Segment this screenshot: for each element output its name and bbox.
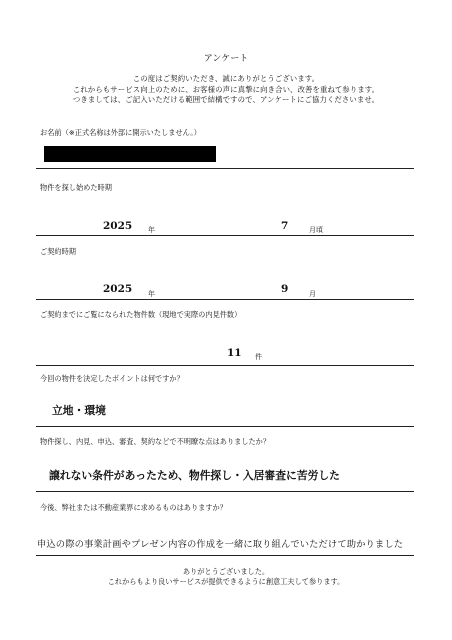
search-start-label: 物件を探し始めた時期 — [40, 183, 112, 192]
contract-year: 2025 — [103, 283, 133, 295]
difficulties-field-line — [36, 491, 414, 492]
search-start-year-unit: 年 — [148, 226, 155, 234]
difficulties-answer: 譲れない条件があったため、物件探し・入居審査に苦労した — [49, 469, 340, 482]
deciding-point-field-line — [36, 426, 414, 427]
search-start-field-line — [36, 235, 414, 236]
requests-field-line — [36, 555, 414, 556]
viewings-unit: 件 — [255, 353, 262, 361]
contract-month: 9 — [281, 283, 289, 295]
intro-line: つきましては、ご記入いただける範囲で結構ですので、アンケートにご協力くださいませ。 — [72, 95, 380, 104]
contract-date-label: ご契約時期 — [40, 247, 76, 256]
difficulties-label: 物件探し、内見、申込、審査、契約などで不明瞭な点はありましたか？ — [40, 437, 271, 446]
deciding-point-answer: 立地・環境 — [52, 404, 106, 417]
search-start-month-unit: 月頃 — [309, 226, 323, 234]
intro-line: この度はご契約いただき、誠にありがとうございます。 — [132, 74, 320, 83]
requests-answer: 申込の際の事業計画やプレゼン内容の作成を一緒に取り組んでいただけて助かりました — [37, 539, 404, 550]
name-label: お名前（※正式名称は外部に開示いたしません。） — [40, 128, 201, 137]
viewings-count: 11 — [227, 347, 242, 359]
closing-text — [0, 567, 452, 587]
requests-label: 今後、弊社または不動産業界に求めるものはありますか？ — [40, 503, 227, 512]
contract-year-unit: 年 — [148, 290, 155, 298]
search-start-year: 2025 — [103, 220, 133, 232]
intro-line: これからもサービス向上のために、お客様の声に真摯に向き合い、改善を重ねて参ります。 — [72, 84, 380, 94]
intro-text — [0, 74, 452, 106]
name-redaction — [44, 146, 216, 162]
name-field-line — [36, 168, 414, 169]
viewings-label: ご契約までにご覧になられた物件数（現地で実際の内見件数） — [40, 310, 242, 319]
viewings-field-line — [36, 365, 414, 366]
survey-title: アンケート — [203, 54, 249, 64]
contract-date-field-line — [36, 299, 414, 300]
contract-month-unit: 月 — [309, 290, 316, 298]
closing-line: ありがとうございました。 — [182, 567, 270, 576]
closing-line: これからもより良いサービスが提供できるように創意工夫して参ります。 — [107, 577, 345, 586]
deciding-point-label: 今回の物件を決定したポイントは何ですか？ — [40, 374, 184, 383]
search-start-month: 7 — [281, 220, 289, 232]
